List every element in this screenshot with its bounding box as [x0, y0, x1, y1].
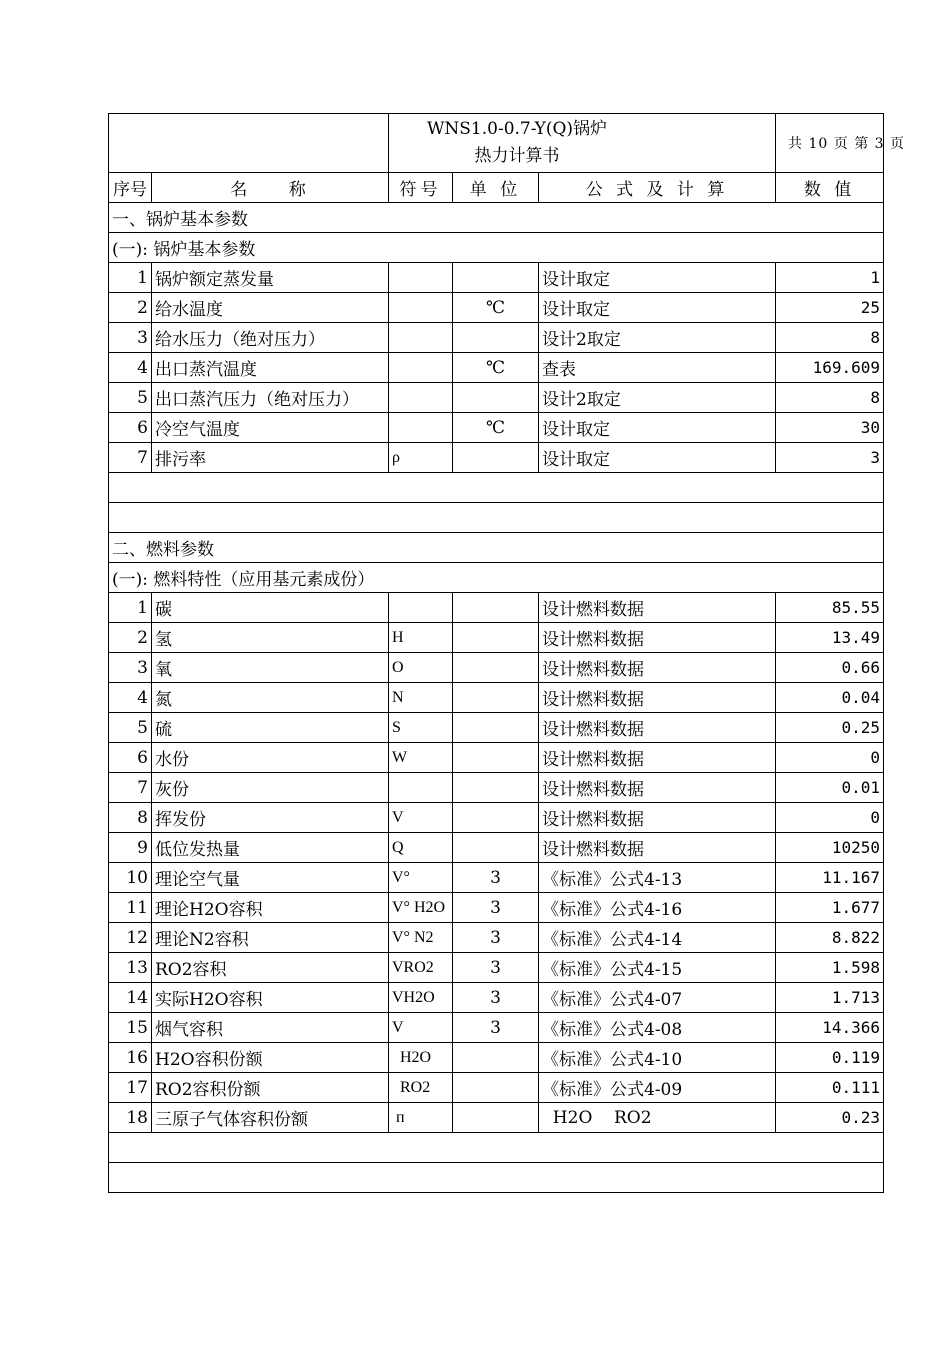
row-number: 3	[109, 653, 152, 683]
table-row	[109, 893, 884, 923]
blank-row	[109, 1133, 884, 1163]
row-symbol: H	[389, 623, 453, 653]
row-unit	[453, 1103, 539, 1133]
row-symbol: VRO2	[389, 953, 453, 983]
row-value: 1.677	[776, 893, 884, 923]
section-title-basic-params	[109, 203, 884, 233]
blank-row	[109, 1163, 884, 1193]
row-unit	[453, 773, 539, 803]
row-symbol	[389, 593, 453, 623]
row-unit	[453, 323, 539, 353]
row-number: 13	[109, 953, 152, 983]
row-symbol: п	[389, 1103, 453, 1133]
subsection-title-basic-params-text: (一): 锅炉基本参数	[109, 233, 884, 263]
row-number: 2	[109, 293, 152, 323]
row-unit: 3	[453, 953, 539, 983]
blank-cell	[109, 1133, 884, 1163]
table-row	[109, 263, 884, 293]
row-unit	[453, 683, 539, 713]
row-formula: 《标准》公式4-16	[539, 893, 776, 923]
blank-row	[109, 473, 884, 503]
table-row	[109, 683, 884, 713]
table-row	[109, 413, 884, 443]
row-unit: ℃	[453, 413, 539, 443]
row-formula: 《标准》公式4-13	[539, 863, 776, 893]
col-header-symbol: 符号	[389, 173, 453, 203]
row-name: 给水温度	[152, 293, 389, 323]
row-symbol	[389, 263, 453, 293]
row-name: 硫	[152, 713, 389, 743]
title-line-2: 热力计算书	[474, 146, 560, 166]
row-number: 14	[109, 983, 152, 1013]
table-row	[109, 353, 884, 383]
row-name: 烟气容积	[152, 1013, 389, 1043]
row-name: 排污率	[152, 443, 389, 473]
row-formula: 设计燃料数据	[539, 773, 776, 803]
row-name: 理论N2容积	[152, 923, 389, 953]
row-value: 0.04	[776, 683, 884, 713]
row-formula: 《标准》公式4-09	[539, 1073, 776, 1103]
row-value: 3	[776, 443, 884, 473]
table-row	[109, 863, 884, 893]
row-name: 水份	[152, 743, 389, 773]
title-line-1: WNS1.0-0.7-Y(Q)锅炉	[426, 119, 608, 139]
row-number: 5	[109, 713, 152, 743]
row-value: 0.25	[776, 713, 884, 743]
row-number: 2	[109, 623, 152, 653]
table-row	[109, 1103, 884, 1133]
row-name: H2O容积份额	[152, 1043, 389, 1073]
row-number: 16	[109, 1043, 152, 1073]
row-formula: 设计燃料数据	[539, 623, 776, 653]
document-title	[389, 114, 776, 173]
row-number: 9	[109, 833, 152, 863]
row-symbol	[389, 293, 453, 323]
table-row	[109, 1073, 884, 1103]
row-formula: 《标准》公式4-08	[539, 1013, 776, 1043]
row-number: 15	[109, 1013, 152, 1043]
row-value: 14.366	[776, 1013, 884, 1043]
table-row	[109, 293, 884, 323]
row-name: 氧	[152, 653, 389, 683]
row-symbol: V°	[389, 863, 453, 893]
header-blank-cell	[109, 114, 389, 173]
table-row	[109, 593, 884, 623]
row-number: 5	[109, 383, 152, 413]
blank-cell	[109, 503, 884, 533]
row-number: 7	[109, 773, 152, 803]
row-value: 25	[776, 293, 884, 323]
section-title-fuel-params	[109, 533, 884, 563]
row-value: 13.49	[776, 623, 884, 653]
table-row	[109, 803, 884, 833]
row-formula: 设计取定	[539, 413, 776, 443]
row-number: 3	[109, 323, 152, 353]
row-unit	[453, 623, 539, 653]
row-symbol: V	[389, 803, 453, 833]
col-header-formula: 公 式 及 计 算	[539, 173, 776, 203]
section-title-fuel-params-text: 二、燃料参数	[109, 533, 884, 563]
table-row	[109, 713, 884, 743]
row-formula: 《标准》公式4-14	[539, 923, 776, 953]
row-symbol: Q	[389, 833, 453, 863]
row-value: 0.23	[776, 1103, 884, 1133]
row-name: 挥发份	[152, 803, 389, 833]
subsection-title-basic-params	[109, 233, 884, 263]
row-symbol: N	[389, 683, 453, 713]
row-symbol: H2O	[389, 1043, 453, 1073]
col-header-unit: 单 位	[453, 173, 539, 203]
row-unit	[453, 443, 539, 473]
row-name: RO2容积份额	[152, 1073, 389, 1103]
calculation-sheet	[108, 113, 906, 1193]
row-symbol	[389, 773, 453, 803]
row-number: 1	[109, 263, 152, 293]
row-unit	[453, 383, 539, 413]
row-symbol: W	[389, 743, 453, 773]
row-symbol: RO2	[389, 1073, 453, 1103]
row-value: 0.01	[776, 773, 884, 803]
row-name: 低位发热量	[152, 833, 389, 863]
row-name: RO2容积	[152, 953, 389, 983]
row-unit	[453, 1043, 539, 1073]
row-symbol: V	[389, 1013, 453, 1043]
row-name: 氢	[152, 623, 389, 653]
row-symbol	[389, 383, 453, 413]
row-formula: H2O RO2	[539, 1103, 776, 1133]
row-value: 1	[776, 263, 884, 293]
row-name: 理论空气量	[152, 863, 389, 893]
row-unit: 3	[453, 863, 539, 893]
row-value: 169.609	[776, 353, 884, 383]
row-formula: 设计燃料数据	[539, 803, 776, 833]
row-value: 0.119	[776, 1043, 884, 1073]
row-symbol: S	[389, 713, 453, 743]
row-number: 7	[109, 443, 152, 473]
row-formula: 设计燃料数据	[539, 653, 776, 683]
row-number: 6	[109, 413, 152, 443]
table-row	[109, 443, 884, 473]
row-unit: 3	[453, 983, 539, 1013]
row-symbol: V° H2O	[389, 893, 453, 923]
table-row	[109, 653, 884, 683]
row-formula: 《标准》公式4-15	[539, 953, 776, 983]
table-row	[109, 983, 884, 1013]
row-number: 18	[109, 1103, 152, 1133]
row-name: 出口蒸汽压力（绝对压力）	[152, 383, 389, 413]
row-value: 8	[776, 323, 884, 353]
row-unit	[453, 713, 539, 743]
row-number: 1	[109, 593, 152, 623]
row-name: 理论H2O容积	[152, 893, 389, 923]
table-row	[109, 1013, 884, 1043]
row-symbol: ρ	[389, 443, 453, 473]
row-formula: 查表	[539, 353, 776, 383]
row-formula: 《标准》公式4-07	[539, 983, 776, 1013]
table-row	[109, 923, 884, 953]
section-title-basic-params-text: 一、锅炉基本参数	[109, 203, 884, 233]
table-row	[109, 953, 884, 983]
row-number: 8	[109, 803, 152, 833]
row-unit: 3	[453, 923, 539, 953]
row-formula: 设计燃料数据	[539, 593, 776, 623]
row-formula: 设计燃料数据	[539, 713, 776, 743]
column-header-row	[109, 173, 884, 203]
row-formula: 设计2取定	[539, 383, 776, 413]
table-row	[109, 623, 884, 653]
row-name: 碳	[152, 593, 389, 623]
row-unit: ℃	[453, 293, 539, 323]
row-unit	[453, 1073, 539, 1103]
row-value: 30	[776, 413, 884, 443]
row-number: 11	[109, 893, 152, 923]
row-value: 8.822	[776, 923, 884, 953]
row-symbol: VH2O	[389, 983, 453, 1013]
row-value: 1.598	[776, 953, 884, 983]
subsection-title-fuel-properties-text: (一): 燃料特性（应用基元素成份）	[109, 563, 884, 593]
row-unit	[453, 833, 539, 863]
row-unit: 3	[453, 893, 539, 923]
blank-row	[109, 503, 884, 533]
row-name: 实际H2O容积	[152, 983, 389, 1013]
row-unit	[453, 263, 539, 293]
row-name: 冷空气温度	[152, 413, 389, 443]
row-name: 锅炉额定蒸发量	[152, 263, 389, 293]
blank-cell	[109, 1163, 884, 1193]
subsection-title-fuel-properties	[109, 563, 884, 593]
row-number: 12	[109, 923, 152, 953]
row-number: 4	[109, 683, 152, 713]
row-unit	[453, 803, 539, 833]
col-header-no: 序号	[109, 173, 152, 203]
table-row	[109, 743, 884, 773]
blank-cell	[109, 473, 884, 503]
row-unit: 3	[453, 1013, 539, 1043]
table-row	[109, 383, 884, 413]
document-header	[109, 114, 884, 173]
row-value: 85.55	[776, 593, 884, 623]
row-value: 1.713	[776, 983, 884, 1013]
page-counter: 共 10 页 第 3 页	[776, 114, 884, 173]
row-formula: 设计燃料数据	[539, 743, 776, 773]
row-symbol	[389, 353, 453, 383]
row-unit	[453, 653, 539, 683]
row-symbol: O	[389, 653, 453, 683]
row-value: 0.66	[776, 653, 884, 683]
col-header-name: 名 称	[152, 173, 389, 203]
row-value: 0	[776, 803, 884, 833]
row-value: 11.167	[776, 863, 884, 893]
row-formula: 设计取定	[539, 263, 776, 293]
row-unit	[453, 593, 539, 623]
col-header-value: 数 值	[776, 173, 884, 203]
row-name: 出口蒸汽温度	[152, 353, 389, 383]
row-number: 4	[109, 353, 152, 383]
row-symbol	[389, 413, 453, 443]
row-formula: 设计取定	[539, 293, 776, 323]
row-unit	[453, 743, 539, 773]
row-formula: 设计燃料数据	[539, 683, 776, 713]
row-value: 8	[776, 383, 884, 413]
row-symbol: V° N2	[389, 923, 453, 953]
row-name: 氮	[152, 683, 389, 713]
table-row	[109, 773, 884, 803]
row-number: 17	[109, 1073, 152, 1103]
table-row	[109, 1043, 884, 1073]
row-name: 灰份	[152, 773, 389, 803]
row-value: 0.111	[776, 1073, 884, 1103]
table-row	[109, 323, 884, 353]
row-name: 给水压力（绝对压力）	[152, 323, 389, 353]
row-value: 0	[776, 743, 884, 773]
row-unit: ℃	[453, 353, 539, 383]
row-formula: 《标准》公式4-10	[539, 1043, 776, 1073]
row-formula: 设计燃料数据	[539, 833, 776, 863]
row-number: 10	[109, 863, 152, 893]
row-value: 10250	[776, 833, 884, 863]
table-row	[109, 833, 884, 863]
row-number: 6	[109, 743, 152, 773]
row-formula: 设计取定	[539, 443, 776, 473]
row-name: 三原子气体容积份额	[152, 1103, 389, 1133]
row-symbol	[389, 323, 453, 353]
row-formula: 设计2取定	[539, 323, 776, 353]
